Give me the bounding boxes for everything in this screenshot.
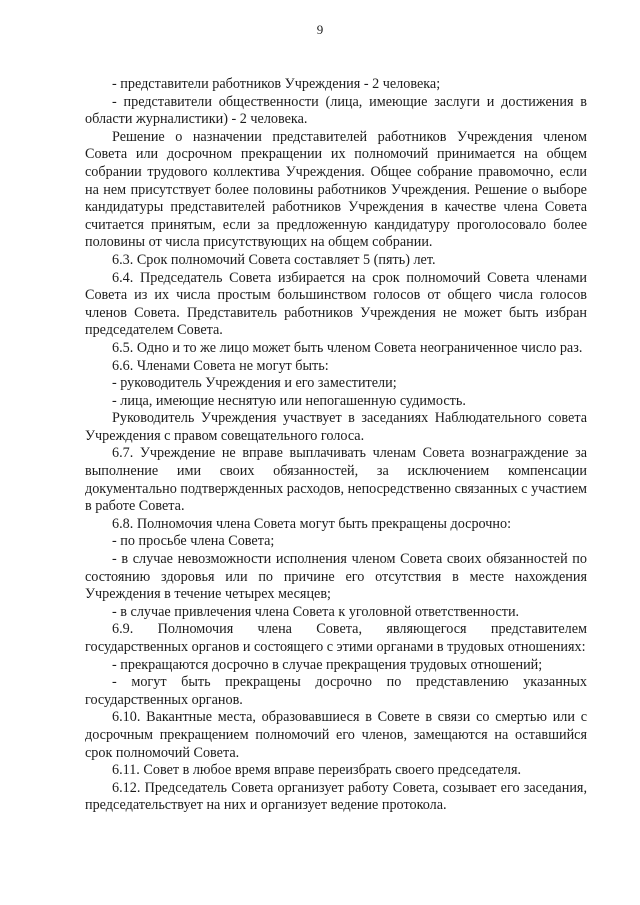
paragraph: 6.11. Совет в любое время вправе переизбрать своего председателя. [112,762,522,779]
paragraph: 6.4. Председатель Совета избирается на срок полномочий Совета членами Совета из их числа простым большинством голосов от общего числа голосов членов Совета. Представитель работников Учреждения не может быть избран председателем Совета. [85,269,587,339]
paragraph: 6.8. Полномочия члена Совета могут быть прекращены досрочно: [112,515,512,532]
paragraph: - могут быть прекращены досрочно по представлению указанных государственных органов. [85,674,587,708]
paragraph: Руководитель Учреждения участвует в заседаниях Наблюдательного совета Учреждения с правом совещательного голоса. [85,410,587,444]
paragraph: 6.7. Учреждение не вправе выплачивать членам Совета вознаграждение за выполнение ими своих обязанностей, за исключением компенсации документально подтвержденных расходов, непосредственно связанных с участием в работе Совета. [85,445,587,515]
paragraph: - в случае привлечения члена Совета к уголовной ответственности. [112,603,520,620]
paragraph: - прекращаются досрочно в случае прекращения трудовых отношений; [112,656,543,673]
paragraph: 6.6. Членами Совета не могут быть: [112,357,329,374]
paragraph: - представители работников Учреждения - 2 человека; [112,76,441,92]
paragraph: - по просьбе члена Совета; [112,533,275,550]
paragraph: - представители общественности (лица, имеющие заслуги и достижения в области журналистики) - 2 человека. [85,93,587,128]
paragraph: Решение о назначении представителей работников Учреждения членом Совета или досрочном прекращении их полномочий принимается на общем собрании трудового коллектива Учреждения. Общее собрание правомочно, если на нем присутствует более половины работников Учреждения. Решение о выборе кандидатуры представителей работников Учреждения в качестве члена Совета считается принятым, если за предложенную кандидатуру проголосовало более половины от числа присутствующих на общем собрании. [85,128,587,251]
paragraph: 6.9. Полномочия члена Совета, являющегося представителем государственных органов и состоящего с этими органами в трудовых отношениях: [85,621,587,655]
page-number: 9 [316,22,324,37]
paragraph: 6.5. Одно и то же лицо может быть членом Совета неограниченное число раз. [112,339,583,356]
paragraph: 6.3. Срок полномочий Совета составляет 5 (пять) лет. [112,251,436,268]
paragraph: - лица, имеющие неснятую или непогашенную судимость. [112,392,466,409]
paragraph: 6.12. Председатель Совета организует работу Совета, созывает его заседания, председательствует на них и организует ведение протокола. [85,779,587,814]
paragraph: - в случае невозможности исполнения членом Совета своих обязанностей по состоянию здоровья или по причине его отсутствия в месте нахождения Учреждения в течение четырех месяцев; [85,551,587,603]
paragraph: - руководитель Учреждения и его заместители; [112,375,397,392]
paragraph: 6.10. Вакантные места, образовавшиеся в Совете в связи со смертью или с досрочным прекращением полномочий его членов, замещаются на оставшийся срок полномочий Совета. [85,709,587,761]
document-body [85,76,587,815]
